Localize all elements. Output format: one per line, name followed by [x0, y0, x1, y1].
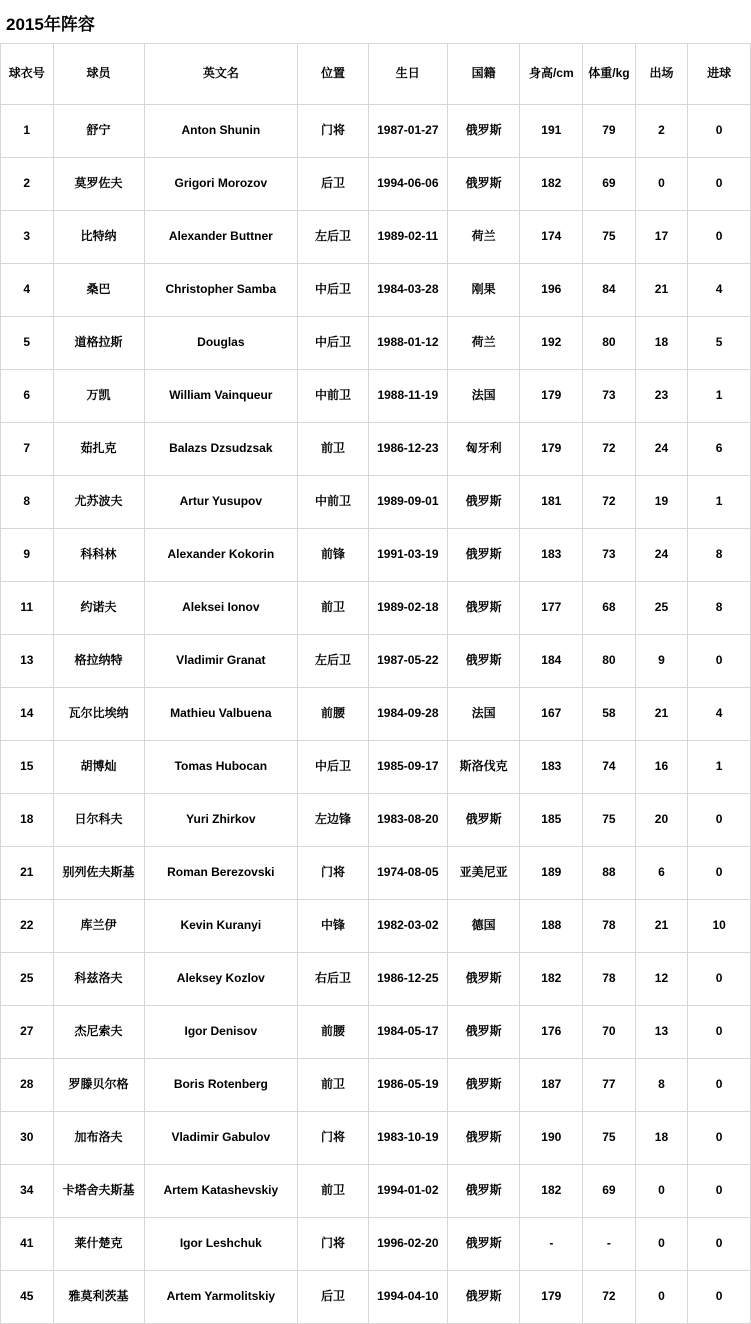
cell-position: 前锋: [298, 529, 369, 582]
cell-height: 185: [520, 794, 583, 847]
cell-birthday: 1983-10-19: [368, 1112, 447, 1165]
cell-birthday: 1987-01-27: [368, 105, 447, 158]
cell-appearances: 8: [635, 1059, 688, 1112]
cell-jersey-number: 21: [1, 847, 54, 900]
column-header-height: 身高/cm: [520, 44, 583, 105]
cell-nationality: 法国: [447, 370, 520, 423]
cell-birthday: 1982-03-02: [368, 900, 447, 953]
cell-weight: 78: [583, 900, 636, 953]
table-row: [1, 158, 751, 211]
table-row: [1, 847, 751, 900]
cell-height: 187: [520, 1059, 583, 1112]
cell-position: 左后卫: [298, 211, 369, 264]
table-row: [1, 105, 751, 158]
cell-birthday: 1989-02-18: [368, 582, 447, 635]
cell-player: 格拉纳特: [53, 635, 144, 688]
cell-appearances: 13: [635, 1006, 688, 1059]
cell-goals: 5: [688, 317, 751, 370]
cell-birthday: 1994-04-10: [368, 1271, 447, 1324]
cell-birthday: 1985-09-17: [368, 741, 447, 794]
cell-position: 左后卫: [298, 635, 369, 688]
cell-jersey-number: 4: [1, 264, 54, 317]
cell-jersey-number: 22: [1, 900, 54, 953]
cell-jersey-number: 2: [1, 158, 54, 211]
cell-weight: 70: [583, 1006, 636, 1059]
cell-english-name: Anton Shunin: [144, 105, 298, 158]
cell-nationality: 俄罗斯: [447, 476, 520, 529]
cell-jersey-number: 7: [1, 423, 54, 476]
column-header-nationality: 国籍: [447, 44, 520, 105]
cell-player: 莱什楚克: [53, 1218, 144, 1271]
cell-appearances: 17: [635, 211, 688, 264]
cell-english-name: Kevin Kuranyi: [144, 900, 298, 953]
cell-position: 前腰: [298, 1006, 369, 1059]
table-row: [1, 211, 751, 264]
cell-height: 177: [520, 582, 583, 635]
cell-position: 中后卫: [298, 317, 369, 370]
cell-goals: 0: [688, 211, 751, 264]
table-header-row: [1, 44, 751, 105]
cell-appearances: 19: [635, 476, 688, 529]
cell-weight: 72: [583, 423, 636, 476]
cell-height: 189: [520, 847, 583, 900]
cell-jersey-number: 34: [1, 1165, 54, 1218]
cell-appearances: 0: [635, 1271, 688, 1324]
cell-birthday: 1987-05-22: [368, 635, 447, 688]
cell-goals: 1: [688, 476, 751, 529]
cell-appearances: 21: [635, 900, 688, 953]
column-header-goals: 进球: [688, 44, 751, 105]
cell-birthday: 1986-05-19: [368, 1059, 447, 1112]
cell-nationality: 法国: [447, 688, 520, 741]
cell-nationality: 德国: [447, 900, 520, 953]
cell-height: 182: [520, 953, 583, 1006]
cell-goals: 0: [688, 1271, 751, 1324]
cell-weight: 68: [583, 582, 636, 635]
cell-appearances: 18: [635, 317, 688, 370]
cell-player: 莫罗佐夫: [53, 158, 144, 211]
cell-height: 188: [520, 900, 583, 953]
column-header-weight: 体重/kg: [583, 44, 636, 105]
cell-jersey-number: 9: [1, 529, 54, 582]
cell-jersey-number: 15: [1, 741, 54, 794]
cell-height: 182: [520, 1165, 583, 1218]
cell-player: 舒宁: [53, 105, 144, 158]
cell-player: 雅莫利茨基: [53, 1271, 144, 1324]
cell-nationality: 俄罗斯: [447, 105, 520, 158]
cell-weight: 72: [583, 1271, 636, 1324]
cell-position: 门将: [298, 1218, 369, 1271]
table-row: [1, 1165, 751, 1218]
cell-appearances: 24: [635, 423, 688, 476]
cell-birthday: 1984-05-17: [368, 1006, 447, 1059]
table-row: [1, 953, 751, 1006]
cell-player: 库兰伊: [53, 900, 144, 953]
cell-jersey-number: 6: [1, 370, 54, 423]
cell-weight: 74: [583, 741, 636, 794]
cell-birthday: 1986-12-23: [368, 423, 447, 476]
table-row: [1, 1218, 751, 1271]
cell-appearances: 2: [635, 105, 688, 158]
column-header-appearances: 出场: [635, 44, 688, 105]
table-row: [1, 900, 751, 953]
cell-player: 科兹洛夫: [53, 953, 144, 1006]
cell-english-name: Mathieu Valbuena: [144, 688, 298, 741]
table-header: [1, 44, 751, 105]
cell-english-name: Vladimir Gabulov: [144, 1112, 298, 1165]
cell-english-name: Grigori Morozov: [144, 158, 298, 211]
cell-player: 别列佐夫斯基: [53, 847, 144, 900]
cell-nationality: 俄罗斯: [447, 953, 520, 1006]
cell-position: 前腰: [298, 688, 369, 741]
cell-player: 道格拉斯: [53, 317, 144, 370]
column-header-jersey-number: 球衣号: [1, 44, 54, 105]
cell-jersey-number: 45: [1, 1271, 54, 1324]
cell-position: 中锋: [298, 900, 369, 953]
cell-birthday: 1989-02-11: [368, 211, 447, 264]
column-header-birthday: 生日: [368, 44, 447, 105]
cell-weight: 73: [583, 529, 636, 582]
cell-jersey-number: 25: [1, 953, 54, 1006]
cell-height: 184: [520, 635, 583, 688]
cell-position: 中后卫: [298, 264, 369, 317]
cell-jersey-number: 11: [1, 582, 54, 635]
cell-jersey-number: 8: [1, 476, 54, 529]
cell-height: 191: [520, 105, 583, 158]
table-row: [1, 794, 751, 847]
cell-position: 中后卫: [298, 741, 369, 794]
cell-birthday: 1994-01-02: [368, 1165, 447, 1218]
table-row: [1, 317, 751, 370]
cell-jersey-number: 14: [1, 688, 54, 741]
cell-height: 183: [520, 529, 583, 582]
table-row: [1, 741, 751, 794]
cell-nationality: 俄罗斯: [447, 635, 520, 688]
cell-weight: 80: [583, 635, 636, 688]
cell-goals: 1: [688, 741, 751, 794]
cell-player: 约诺夫: [53, 582, 144, 635]
cell-height: 167: [520, 688, 583, 741]
table-row: [1, 264, 751, 317]
cell-birthday: 1986-12-25: [368, 953, 447, 1006]
cell-english-name: Vladimir Granat: [144, 635, 298, 688]
cell-birthday: 1983-08-20: [368, 794, 447, 847]
cell-goals: 0: [688, 1165, 751, 1218]
squad-table: [0, 43, 751, 1324]
cell-player: 尤苏波夫: [53, 476, 144, 529]
cell-height: 196: [520, 264, 583, 317]
cell-appearances: 24: [635, 529, 688, 582]
cell-height: 182: [520, 158, 583, 211]
cell-english-name: Boris Rotenberg: [144, 1059, 298, 1112]
cell-nationality: 俄罗斯: [447, 794, 520, 847]
cell-position: 前卫: [298, 1165, 369, 1218]
cell-goals: 0: [688, 847, 751, 900]
cell-weight: 84: [583, 264, 636, 317]
cell-height: 174: [520, 211, 583, 264]
cell-birthday: 1988-01-12: [368, 317, 447, 370]
cell-birthday: 1989-09-01: [368, 476, 447, 529]
cell-goals: 0: [688, 1006, 751, 1059]
table-row: [1, 635, 751, 688]
cell-english-name: Artem Katashevskiy: [144, 1165, 298, 1218]
cell-player: 比特纳: [53, 211, 144, 264]
cell-nationality: 俄罗斯: [447, 1006, 520, 1059]
cell-english-name: Igor Leshchuk: [144, 1218, 298, 1271]
cell-goals: 0: [688, 1218, 751, 1271]
cell-birthday: 1984-09-28: [368, 688, 447, 741]
cell-goals: 8: [688, 529, 751, 582]
cell-jersey-number: 1: [1, 105, 54, 158]
cell-height: 183: [520, 741, 583, 794]
cell-player: 胡博灿: [53, 741, 144, 794]
cell-weight: 58: [583, 688, 636, 741]
cell-jersey-number: 5: [1, 317, 54, 370]
cell-player: 瓦尔比埃纳: [53, 688, 144, 741]
cell-nationality: 刚果: [447, 264, 520, 317]
cell-jersey-number: 13: [1, 635, 54, 688]
cell-weight: 72: [583, 476, 636, 529]
cell-position: 前卫: [298, 582, 369, 635]
cell-goals: 6: [688, 423, 751, 476]
column-header-player: 球员: [53, 44, 144, 105]
cell-nationality: 俄罗斯: [447, 158, 520, 211]
cell-position: 门将: [298, 105, 369, 158]
table-row: [1, 1006, 751, 1059]
cell-goals: 0: [688, 1112, 751, 1165]
cell-position: 门将: [298, 847, 369, 900]
cell-goals: 0: [688, 105, 751, 158]
cell-weight: -: [583, 1218, 636, 1271]
cell-birthday: 1984-03-28: [368, 264, 447, 317]
cell-weight: 77: [583, 1059, 636, 1112]
cell-english-name: Igor Denisov: [144, 1006, 298, 1059]
cell-player: 日尔科夫: [53, 794, 144, 847]
cell-weight: 69: [583, 158, 636, 211]
cell-player: 科科林: [53, 529, 144, 582]
cell-english-name: Roman Berezovski: [144, 847, 298, 900]
table-row: [1, 582, 751, 635]
cell-position: 后卫: [298, 158, 369, 211]
table-row: [1, 476, 751, 529]
cell-english-name: Alexander Kokorin: [144, 529, 298, 582]
table-row: [1, 688, 751, 741]
cell-weight: 75: [583, 794, 636, 847]
cell-appearances: 25: [635, 582, 688, 635]
cell-goals: 8: [688, 582, 751, 635]
cell-nationality: 俄罗斯: [447, 582, 520, 635]
cell-appearances: 18: [635, 1112, 688, 1165]
cell-nationality: 亚美尼亚: [447, 847, 520, 900]
cell-weight: 78: [583, 953, 636, 1006]
cell-english-name: Artem Yarmolitskiy: [144, 1271, 298, 1324]
cell-height: 179: [520, 423, 583, 476]
cell-height: 190: [520, 1112, 583, 1165]
cell-height: 181: [520, 476, 583, 529]
cell-goals: 4: [688, 688, 751, 741]
cell-position: 右后卫: [298, 953, 369, 1006]
cell-height: 179: [520, 370, 583, 423]
cell-goals: 0: [688, 953, 751, 1006]
cell-english-name: Christopher Samba: [144, 264, 298, 317]
cell-goals: 1: [688, 370, 751, 423]
cell-english-name: Aleksei Ionov: [144, 582, 298, 635]
cell-appearances: 21: [635, 264, 688, 317]
cell-appearances: 23: [635, 370, 688, 423]
cell-position: 前卫: [298, 423, 369, 476]
cell-weight: 80: [583, 317, 636, 370]
cell-nationality: 荷兰: [447, 317, 520, 370]
cell-english-name: Artur Yusupov: [144, 476, 298, 529]
table-row: [1, 423, 751, 476]
cell-jersey-number: 41: [1, 1218, 54, 1271]
cell-nationality: 荷兰: [447, 211, 520, 264]
table-row: [1, 1271, 751, 1324]
column-header-position: 位置: [298, 44, 369, 105]
cell-nationality: 俄罗斯: [447, 1218, 520, 1271]
cell-english-name: Balazs Dzsudzsak: [144, 423, 298, 476]
cell-weight: 88: [583, 847, 636, 900]
cell-player: 加布洛夫: [53, 1112, 144, 1165]
cell-height: 176: [520, 1006, 583, 1059]
cell-jersey-number: 28: [1, 1059, 54, 1112]
table-row: [1, 1059, 751, 1112]
cell-appearances: 9: [635, 635, 688, 688]
cell-position: 左边锋: [298, 794, 369, 847]
cell-goals: 0: [688, 158, 751, 211]
cell-nationality: 俄罗斯: [447, 1165, 520, 1218]
cell-birthday: 1996-02-20: [368, 1218, 447, 1271]
cell-goals: 10: [688, 900, 751, 953]
table-row: [1, 1112, 751, 1165]
cell-nationality: 俄罗斯: [447, 1059, 520, 1112]
table-body: [1, 105, 751, 1324]
cell-birthday: 1991-03-19: [368, 529, 447, 582]
cell-appearances: 12: [635, 953, 688, 1006]
cell-nationality: 斯洛伐克: [447, 741, 520, 794]
cell-appearances: 0: [635, 158, 688, 211]
cell-player: 杰尼索夫: [53, 1006, 144, 1059]
page-title: 2015年阵容: [6, 15, 95, 34]
cell-nationality: 俄罗斯: [447, 1112, 520, 1165]
cell-appearances: 20: [635, 794, 688, 847]
cell-height: 179: [520, 1271, 583, 1324]
cell-player: 万凯: [53, 370, 144, 423]
cell-goals: 0: [688, 794, 751, 847]
cell-weight: 69: [583, 1165, 636, 1218]
cell-goals: 0: [688, 1059, 751, 1112]
table-row: [1, 370, 751, 423]
cell-position: 中前卫: [298, 370, 369, 423]
cell-weight: 73: [583, 370, 636, 423]
cell-position: 门将: [298, 1112, 369, 1165]
cell-nationality: 俄罗斯: [447, 529, 520, 582]
cell-player: 卡塔舍夫斯基: [53, 1165, 144, 1218]
cell-jersey-number: 27: [1, 1006, 54, 1059]
cell-nationality: 俄罗斯: [447, 1271, 520, 1324]
cell-player: 茹扎克: [53, 423, 144, 476]
cell-position: 后卫: [298, 1271, 369, 1324]
cell-english-name: Tomas Hubocan: [144, 741, 298, 794]
cell-english-name: Douglas: [144, 317, 298, 370]
cell-position: 中前卫: [298, 476, 369, 529]
cell-appearances: 16: [635, 741, 688, 794]
column-header-english-name: 英文名: [144, 44, 298, 105]
cell-weight: 79: [583, 105, 636, 158]
cell-appearances: 21: [635, 688, 688, 741]
cell-birthday: 1974-08-05: [368, 847, 447, 900]
cell-english-name: Yuri Zhirkov: [144, 794, 298, 847]
cell-appearances: 0: [635, 1218, 688, 1271]
cell-weight: 75: [583, 211, 636, 264]
cell-player: 桑巴: [53, 264, 144, 317]
cell-weight: 75: [583, 1112, 636, 1165]
cell-appearances: 6: [635, 847, 688, 900]
cell-birthday: 1988-11-19: [368, 370, 447, 423]
cell-birthday: 1994-06-06: [368, 158, 447, 211]
cell-english-name: William Vainqueur: [144, 370, 298, 423]
cell-english-name: Alexander Buttner: [144, 211, 298, 264]
cell-jersey-number: 18: [1, 794, 54, 847]
cell-jersey-number: 30: [1, 1112, 54, 1165]
cell-height: 192: [520, 317, 583, 370]
cell-english-name: Aleksey Kozlov: [144, 953, 298, 1006]
cell-position: 前卫: [298, 1059, 369, 1112]
table-row: [1, 529, 751, 582]
cell-appearances: 0: [635, 1165, 688, 1218]
cell-player: 罗滕贝尔格: [53, 1059, 144, 1112]
cell-nationality: 匈牙利: [447, 423, 520, 476]
cell-height: -: [520, 1218, 583, 1271]
cell-goals: 4: [688, 264, 751, 317]
cell-jersey-number: 3: [1, 211, 54, 264]
cell-goals: 0: [688, 635, 751, 688]
